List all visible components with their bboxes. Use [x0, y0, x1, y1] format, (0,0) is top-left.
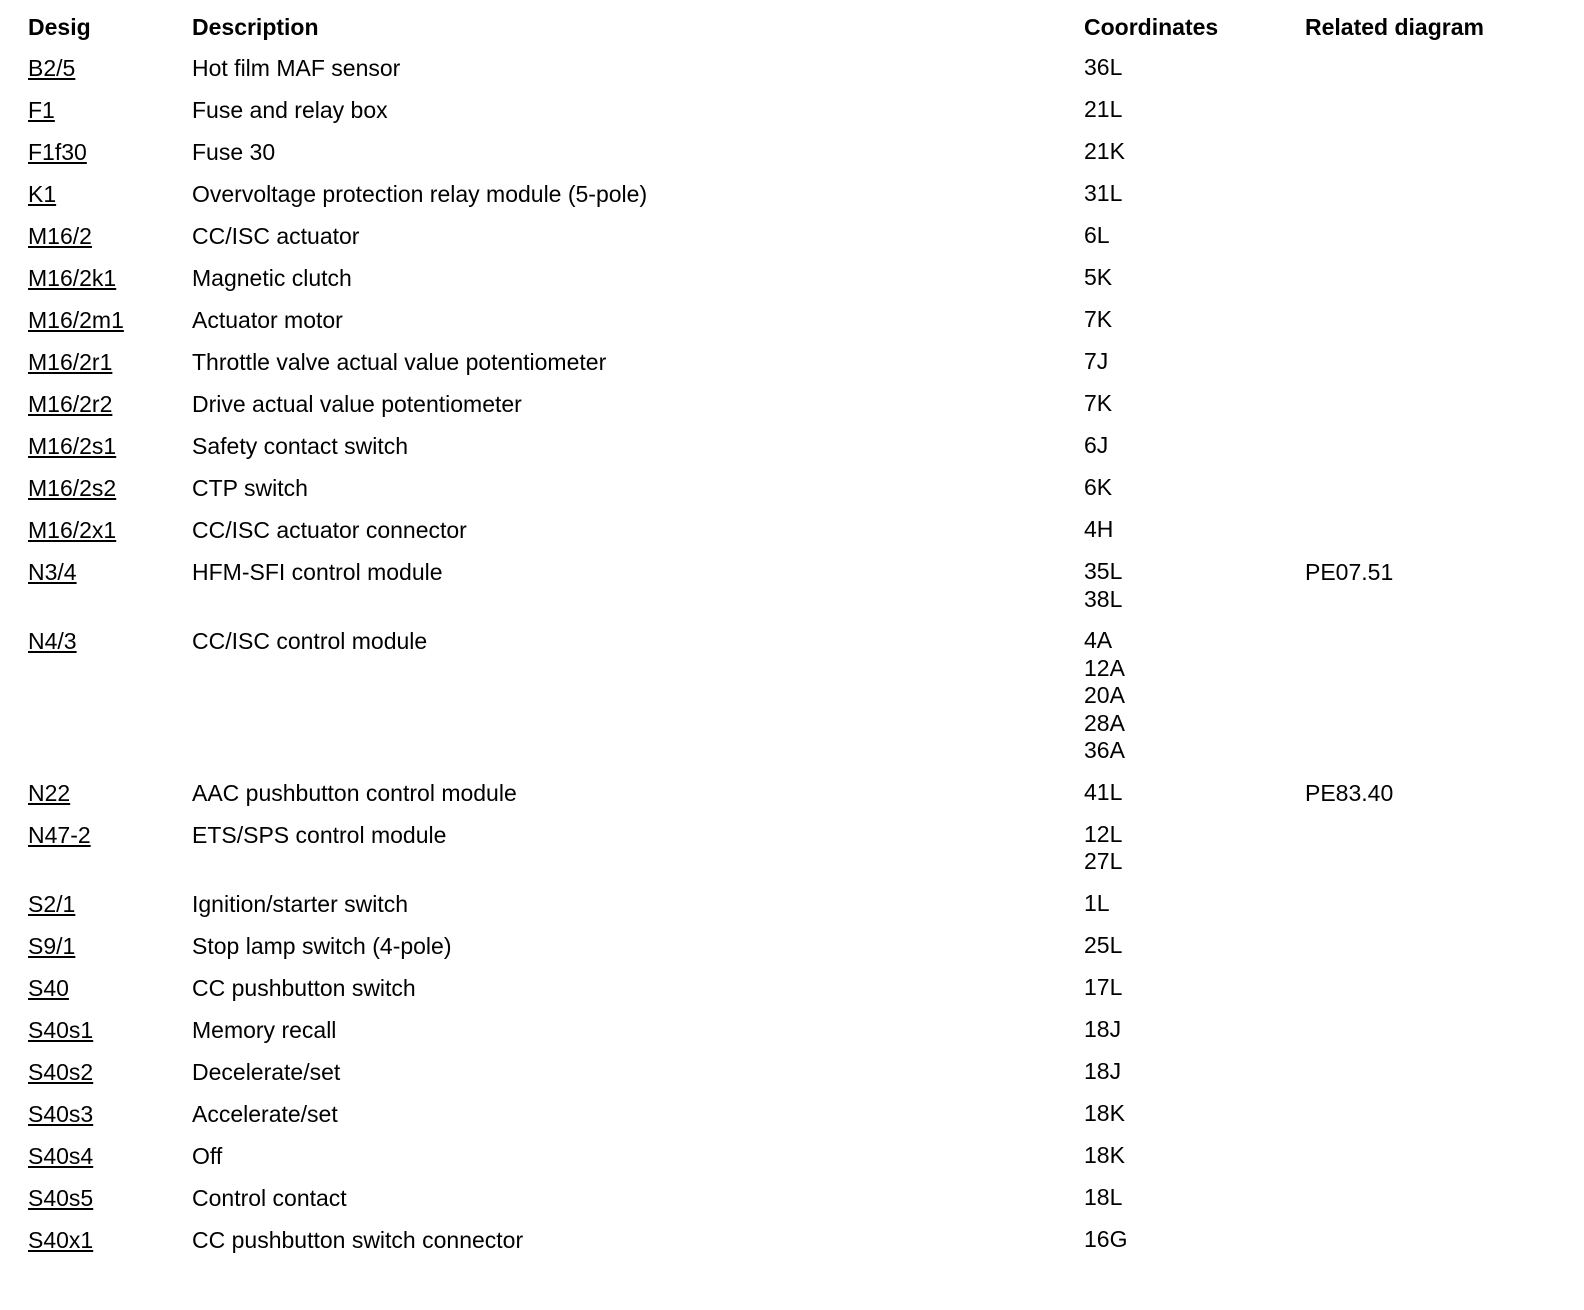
coordinates-cell [1084, 619, 1305, 771]
coordinate-value: 7K [1084, 390, 1113, 416]
description-cell: CC/ISC control module [192, 628, 428, 654]
coordinate-value: 12A [1084, 654, 1125, 681]
desig-link[interactable]: N22 [28, 779, 71, 806]
coordinates-cell [1084, 924, 1305, 966]
coordinate-value: 28A [1084, 709, 1125, 736]
coordinate-value: 36A [1084, 737, 1125, 763]
desig-cell [28, 340, 192, 382]
description-cell: Stop lamp switch (4-pole) [192, 932, 452, 959]
coordinate-value: 7K [1084, 306, 1113, 332]
table-row [28, 1008, 1548, 1050]
description-cell: Fuse 30 [192, 139, 276, 165]
related-diagram-cell [1305, 424, 1548, 466]
desig-cell [28, 924, 192, 966]
table-row [28, 966, 1548, 1008]
desig-link[interactable]: N3/4 [28, 559, 77, 585]
coordinate-value: 4A [1084, 627, 1113, 653]
coordinate-value: 12L [1084, 820, 1123, 847]
desig-cell [28, 172, 192, 214]
related-diagram-cell [1305, 966, 1548, 1008]
table-row [28, 1134, 1548, 1176]
related-diagram-cell [1305, 1008, 1548, 1050]
table-row [28, 1050, 1548, 1092]
coordinate-value: 7J [1084, 348, 1109, 374]
description-cell: Magnetic clutch [192, 265, 352, 291]
desig-link[interactable]: F1 [28, 97, 55, 123]
coordinates-cell [1084, 813, 1305, 882]
desig-cell [28, 508, 192, 550]
table-row [28, 424, 1548, 466]
coordinate-value: 17L [1084, 973, 1123, 1000]
header-coordinates: Coordinates [1084, 14, 1219, 40]
desig-cell [28, 1008, 192, 1050]
description-cell: Drive actual value potentiometer [192, 391, 522, 417]
table-row [28, 882, 1548, 924]
coordinates-cell [1084, 466, 1305, 508]
coordinates-cell [1084, 966, 1305, 1008]
coordinate-value: 27L [1084, 848, 1123, 874]
table-row [28, 619, 1548, 771]
description-cell: Safety contact switch [192, 433, 409, 459]
table-row [28, 46, 1548, 88]
coordinate-value: 38L [1084, 585, 1123, 612]
desig-link[interactable]: M16/2r1 [28, 349, 113, 375]
coordinate-value: 6J [1084, 432, 1109, 458]
desig-link[interactable]: N47-2 [28, 821, 91, 848]
desig-cell [28, 214, 192, 256]
desig-link[interactable]: S2/1 [28, 890, 76, 917]
table-row [28, 771, 1548, 813]
desig-link[interactable]: S40s3 [28, 1100, 94, 1127]
coordinates-cell [1084, 214, 1305, 256]
coordinate-value: 41L [1084, 778, 1123, 805]
header-description: Description [192, 14, 319, 40]
desig-link[interactable]: S40s1 [28, 1016, 94, 1043]
desig-link[interactable]: M16/2r2 [28, 391, 113, 417]
coordinates-cell [1084, 1092, 1305, 1134]
related-diagram-cell [1305, 172, 1548, 214]
table-row [28, 256, 1548, 298]
desig-link[interactable]: S40s2 [28, 1058, 94, 1085]
coordinates-cell [1084, 1176, 1305, 1218]
desig-link[interactable]: N4/3 [28, 628, 77, 654]
description-cell: Control contact [192, 1184, 347, 1211]
description-cell: HFM-SFI control module [192, 559, 443, 585]
related-diagram-cell [1305, 508, 1548, 550]
coordinate-value: 31L [1084, 180, 1123, 206]
description-cell: AAC pushbutton control module [192, 779, 517, 806]
desig-link[interactable]: M16/2 [28, 223, 92, 249]
coordinates-cell [1084, 424, 1305, 466]
header-desig: Desig [28, 14, 91, 40]
coordinates-cell [1084, 1218, 1305, 1260]
coordinates-cell [1084, 508, 1305, 550]
header-related-diagram: Related diagram [1305, 14, 1484, 40]
related-diagram-cell [1305, 1176, 1548, 1218]
coordinate-value: 4H [1084, 516, 1114, 542]
coordinates-cell [1084, 340, 1305, 382]
coordinates-cell [1084, 550, 1305, 619]
related-diagram-cell [1305, 619, 1548, 771]
related-diagram-cell [1305, 813, 1548, 882]
description-cell: Hot film MAF sensor [192, 55, 401, 81]
coordinate-value: 1L [1084, 889, 1110, 916]
related-diagram-cell [1305, 298, 1548, 340]
coordinates-cell [1084, 882, 1305, 924]
coordinate-value: 36L [1084, 54, 1123, 80]
table-body [28, 46, 1548, 1260]
table-row [28, 466, 1548, 508]
desig-link[interactable]: S40x1 [28, 1226, 94, 1253]
related-diagram-cell [1305, 924, 1548, 966]
related-diagram-cell [1305, 214, 1548, 256]
description-cell: Actuator motor [192, 307, 343, 333]
desig-link[interactable]: M16/2x1 [28, 517, 117, 543]
table-row [28, 1218, 1548, 1260]
desig-cell [28, 1218, 192, 1260]
desig-cell [28, 619, 192, 771]
desig-link[interactable]: M16/2s1 [28, 433, 117, 459]
desig-cell [28, 424, 192, 466]
coordinates-cell [1084, 46, 1305, 88]
desig-cell [28, 466, 192, 508]
desig-link[interactable]: S40 [28, 974, 69, 1001]
description-cell: Decelerate/set [192, 1058, 341, 1085]
coordinate-value: 35L [1084, 558, 1123, 584]
desig-cell [28, 550, 192, 619]
desig-cell [28, 88, 192, 130]
description-cell: Fuse and relay box [192, 97, 388, 123]
table-header [28, 12, 1548, 46]
table-row [28, 130, 1548, 172]
table-row [28, 1176, 1548, 1218]
related-diagram-cell [1305, 1134, 1548, 1176]
description-cell: Ignition/starter switch [192, 890, 409, 917]
coordinates-cell [1084, 1050, 1305, 1092]
desig-cell [28, 1134, 192, 1176]
description-cell: Off [192, 1142, 223, 1169]
related-diagram-cell [1305, 882, 1548, 924]
related-diagram-cell [1305, 466, 1548, 508]
coordinate-value: 25L [1084, 931, 1123, 958]
description-cell: Overvoltage protection relay module (5-pole) [192, 181, 648, 207]
coordinates-cell [1084, 256, 1305, 298]
coordinates-cell [1084, 88, 1305, 130]
desig-cell [28, 882, 192, 924]
desig-cell [28, 382, 192, 424]
coordinate-value: 18K [1084, 1099, 1125, 1126]
desig-link[interactable]: M16/2k1 [28, 265, 117, 291]
related-diagram-cell: PE83.40 [1305, 779, 1394, 806]
related-diagram-cell: PE07.51 [1305, 559, 1394, 585]
coordinates-cell [1084, 172, 1305, 214]
description-cell: Accelerate/set [192, 1100, 338, 1127]
desig-cell [28, 771, 192, 813]
description-cell: Throttle valve actual value potentiometer [192, 349, 607, 375]
desig-cell [28, 813, 192, 882]
desig-link[interactable]: F1f30 [28, 139, 87, 165]
table-row [28, 813, 1548, 882]
coordinate-value: 5K [1084, 264, 1113, 290]
coordinates-cell [1084, 298, 1305, 340]
table-row [28, 382, 1548, 424]
desig-link[interactable]: S40s5 [28, 1184, 94, 1211]
coordinates-cell [1084, 130, 1305, 172]
table-row [28, 88, 1548, 130]
description-cell: CC pushbutton switch connector [192, 1226, 524, 1253]
coordinates-cell [1084, 1008, 1305, 1050]
desig-link[interactable]: S9/1 [28, 932, 76, 959]
related-diagram-cell [1305, 256, 1548, 298]
description-cell: CC pushbutton switch [192, 974, 416, 1001]
coordinate-value: 16G [1084, 1225, 1128, 1252]
coordinate-value: 18J [1084, 1057, 1122, 1084]
related-diagram-cell [1305, 382, 1548, 424]
description-cell: ETS/SPS control module [192, 821, 447, 848]
desig-cell [28, 130, 192, 172]
table-row [28, 340, 1548, 382]
coordinate-value: 21L [1084, 96, 1123, 122]
description-cell: CC/ISC actuator [192, 223, 360, 249]
table-row [28, 298, 1548, 340]
description-cell: CTP switch [192, 475, 308, 501]
table-row [28, 924, 1548, 966]
desig-cell [28, 966, 192, 1008]
desig-cell [28, 1092, 192, 1134]
description-cell: Memory recall [192, 1016, 337, 1043]
related-diagram-cell [1305, 88, 1548, 130]
table-row [28, 550, 1548, 619]
coordinates-cell [1084, 771, 1305, 813]
desig-cell [28, 1176, 192, 1218]
desig-cell [28, 298, 192, 340]
desig-link[interactable]: M16/2m1 [28, 307, 124, 333]
coordinate-value: 6K [1084, 474, 1113, 500]
desig-cell [28, 1050, 192, 1092]
desig-cell [28, 256, 192, 298]
related-diagram-cell [1305, 130, 1548, 172]
coordinate-value: 20A [1084, 682, 1125, 708]
component-table [28, 12, 1548, 1260]
description-cell: CC/ISC actuator connector [192, 517, 467, 543]
related-diagram-cell [1305, 1050, 1548, 1092]
table-row [28, 1092, 1548, 1134]
desig-link[interactable]: S40s4 [28, 1142, 94, 1169]
related-diagram-cell [1305, 1092, 1548, 1134]
desig-cell [28, 46, 192, 88]
coordinate-value: 18J [1084, 1015, 1122, 1042]
table-row [28, 172, 1548, 214]
desig-link[interactable]: K1 [28, 181, 57, 207]
coordinate-value: 6L [1084, 222, 1110, 248]
related-diagram-cell [1305, 46, 1548, 88]
desig-link[interactable]: B2/5 [28, 55, 76, 81]
coordinate-value: 18L [1084, 1183, 1123, 1210]
related-diagram-cell [1305, 340, 1548, 382]
desig-link[interactable]: M16/2s2 [28, 475, 117, 501]
coordinate-value: 18K [1084, 1141, 1125, 1168]
coordinates-cell [1084, 382, 1305, 424]
coordinates-cell [1084, 1134, 1305, 1176]
coordinate-value: 21K [1084, 138, 1125, 164]
header-row [28, 12, 1548, 46]
table-row [28, 214, 1548, 256]
table-row [28, 508, 1548, 550]
related-diagram-cell [1305, 1218, 1548, 1260]
